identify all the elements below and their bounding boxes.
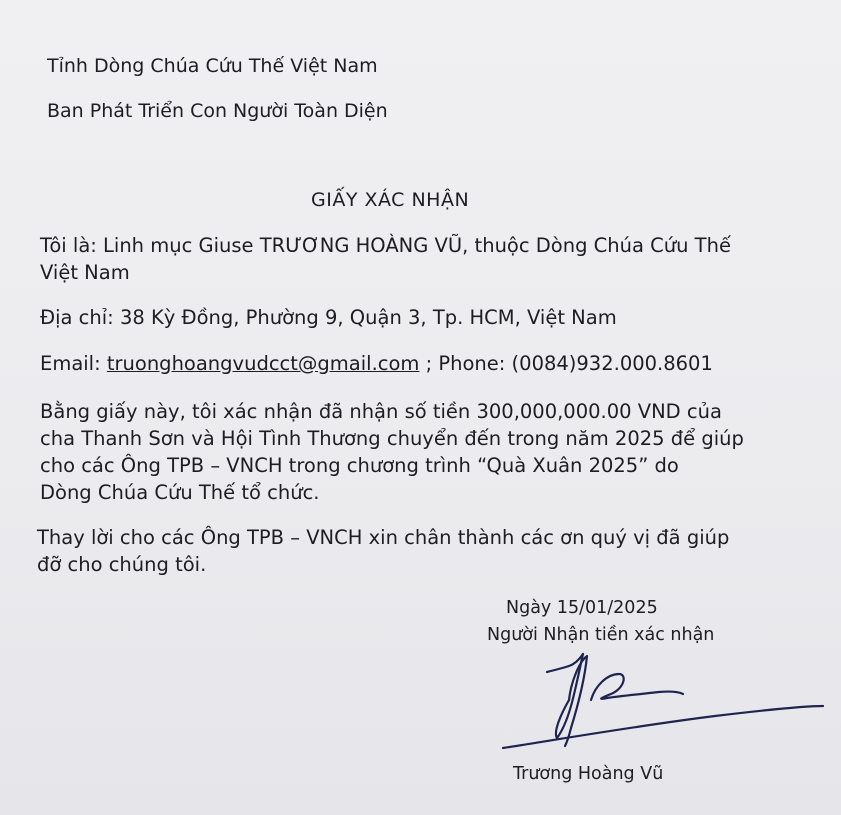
document-title: GIẤY XÁC NHẬN bbox=[311, 189, 470, 211]
intro-line-1: Tôi là: Linh mục Giuse TRƯƠNG HOÀNG VŨ, thuộc Dòng Chúa Cứu Thế bbox=[40, 234, 731, 257]
email-link[interactable]: truonghoangvudcct@gmail.com bbox=[106, 352, 420, 375]
signature-date: Ngày 15/01/2025 bbox=[506, 598, 658, 618]
signer-name: Trương Hoàng Vũ bbox=[513, 764, 664, 784]
paragraph-2-line-2: đỡ cho chúng tôi. bbox=[37, 553, 207, 576]
address-line: Địa chỉ: 38 Kỳ Đồng, Phường 9, Quận 3, Tp. HCM, Việt Nam bbox=[40, 306, 617, 329]
org-name: Tỉnh Dòng Chúa Cứu Thế Việt Nam bbox=[47, 55, 378, 77]
intro-line-2: Việt Nam bbox=[40, 261, 130, 284]
email-label: Email: bbox=[40, 352, 107, 375]
paragraph-1-line-4: Dòng Chúa Cứu Thế tổ chức. bbox=[40, 481, 320, 504]
paragraph-1-line-2: cha Thanh Sơn và Hội Tình Thương chuyển đến trong năm 2025 để giúp bbox=[40, 427, 744, 450]
handwritten-signature bbox=[495, 648, 830, 758]
paragraph-2-line-1: Thay lời cho các Ông TPB – VNCH xin chân thành các ơn quý vị đã giúp bbox=[37, 526, 730, 549]
signature-role: Người Nhận tiền xác nhận bbox=[487, 625, 715, 645]
paragraph-1-line-3: cho các Ông TPB – VNCH trong chương trình “Quà Xuân 2025” do bbox=[40, 454, 679, 477]
phone-text: ; Phone: (0084)932.000.8601 bbox=[419, 352, 713, 375]
contact-line bbox=[40, 352, 713, 376]
paragraph-1-line-1: Bằng giấy này, tôi xác nhận đã nhận số tiền 300,000,000.00 VND của bbox=[40, 400, 722, 423]
department-name: Ban Phát Triển Con Người Toàn Diện bbox=[47, 100, 388, 122]
